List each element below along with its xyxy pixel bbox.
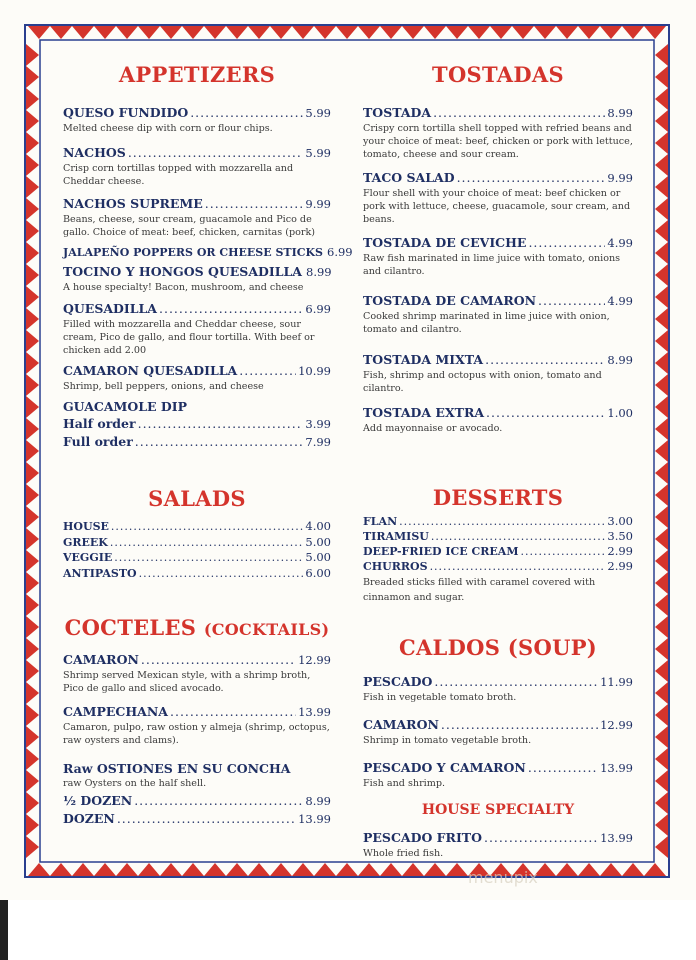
border-triangle-right [655,264,668,286]
item-price: 13.99 [600,831,633,845]
item-name: CAMARON [363,717,439,732]
border-triangle-right [655,506,668,528]
dessert-item [363,529,633,544]
border-triangle-left [26,286,39,308]
salad-item [63,566,331,582]
item-price: 11.99 [600,675,633,689]
border-triangle-top [622,26,644,39]
menu-item [363,235,633,278]
border-triangle-bottom [600,863,622,876]
border-triangle-top [380,26,402,39]
border-triangle-right [655,660,668,682]
item-desc: Beans, cheese, sour cream, guacamole and Pico de gallo. Choice of meat: beef, chicken, carnitas (pork) [63,214,316,238]
appetizers-title: APPETIZERS [118,62,276,87]
border-triangle-left [26,572,39,594]
border-triangle-bottom [402,863,424,876]
item-name: ANTIPASTO [63,566,137,580]
border-triangle-bottom [204,863,226,876]
border-triangle-top [248,26,270,39]
border-triangle-top [578,26,600,39]
border-triangle-left [26,110,39,132]
border-triangle-left [26,506,39,528]
item-price: 10.99 [298,364,331,378]
watermark: menupix [468,868,538,887]
border-triangle-left [26,44,39,66]
item-price: 2.99 [607,559,633,573]
dozen-price: 13.99 [298,812,331,826]
border-triangle-right [655,374,668,396]
border-triangle-right [655,66,668,88]
border-triangle-left [26,528,39,550]
border-triangle-left [26,418,39,440]
menu-item [363,405,633,435]
item-desc: Crisp corn tortillas topped with mozzarella and Cheddar cheese. [63,163,294,187]
border-triangle-left [26,132,39,154]
border-triangle-right [655,176,668,198]
border-triangle-top [512,26,534,39]
border-triangle-left [26,330,39,352]
item-price: 4.00 [305,519,331,533]
item-name: TIRAMISU [363,530,429,543]
border-triangle-top [600,26,622,39]
item-price: 5.00 [305,534,331,549]
menu-item [363,830,633,860]
dessert-item [363,544,633,559]
menu-item [63,652,331,695]
menu-item [63,196,331,239]
house-specialty-title: HOUSE SPECIALTY [421,802,575,818]
border-triangle-bottom [358,863,380,876]
item-name: NACHOS [63,145,126,160]
border-triangle-top [358,26,380,39]
border-triangle-right [655,748,668,770]
item-name: NACHOS SUPREME [63,196,203,211]
border-triangle-bottom [94,863,116,876]
full-order-price: 7.99 [305,435,331,449]
border-triangle-bottom [160,863,182,876]
border-triangle-top [270,26,292,39]
item-name: PESCADO FRITO [363,830,482,845]
item-desc: Shrimp in tomato vegetable broth. [363,735,532,746]
border-triangle-right [655,550,668,572]
border-triangle-right [655,616,668,638]
tostadas-title: TOSTADAS [432,62,564,87]
left-column [63,50,353,827]
item-desc: Flour shell with your choice of meat: beef chicken or pork with lettuce, cheese, guacamole, sour cream, and beans. [363,188,631,225]
border-triangle-right [655,770,668,792]
menu-item [63,301,331,357]
menu-item [363,717,633,747]
border-triangle-left [26,396,39,418]
item-desc: Crispy corn tortilla shell topped with refried beans and your choice of meat: beef, chicken or pork with lettuce, tomato, cheese and sour cream. [363,123,633,160]
border-triangle-top [72,26,94,39]
menu-item [363,674,633,704]
item-desc: Camaron, pulpo, raw ostion y almeja (shrimp, octopus, raw oysters and clams). [63,722,330,746]
item-desc: Shrimp, bell peppers, onions, and cheese [63,381,264,392]
border-triangle-right [655,286,668,308]
border-triangle-top [468,26,490,39]
menu-item [363,293,633,336]
item-name: FLAN [363,515,398,528]
border-triangle-left [26,484,39,506]
item-name: TACO SALAD [363,170,455,185]
border-triangle-top [424,26,446,39]
border-triangle-right [655,638,668,660]
full-order-label: Full order [63,434,133,449]
item-desc: Raw fish marinated in lime juice with tomato, onions and cilantro. [363,253,621,277]
border-triangle-left [26,748,39,770]
border-triangle-left [26,176,39,198]
border-triangle-right [655,682,668,704]
border-triangle-right [655,594,668,616]
border-triangle-bottom [556,863,578,876]
border-triangle-top [314,26,336,39]
border-triangle-left [26,308,39,330]
border-triangle-left [26,616,39,638]
border-triangle-bottom [226,863,248,876]
item-price: 4.99 [607,236,633,250]
border-triangle-bottom [50,863,72,876]
item-price: 8.99 [306,265,332,279]
half-dozen-price: 8.99 [305,794,331,808]
item-name: QUESO FUNDIDO [63,105,189,120]
item-desc: Melted cheese dip with corn or flour chips. [63,123,273,134]
cocteles-subtitle: (COCKTAILS) [203,620,330,639]
border-triangle-right [655,484,668,506]
border-triangle-top [28,26,50,39]
item-price: 5.99 [305,146,331,160]
item-price: 8.99 [607,353,633,367]
border-triangle-right [655,418,668,440]
item-desc: Fish in vegetable tomato broth. [363,692,517,703]
border-triangle-top [644,26,666,39]
item-price: 9.99 [305,197,331,211]
border-triangle-left [26,66,39,88]
border-triangle-top [490,26,512,39]
half-order-label: Half order [63,416,136,431]
border-triangle-left [26,374,39,396]
item-price: 6.99 [305,302,331,316]
item-name: JALAPEÑO POPPERS OR CHEESE STICKS [63,246,323,259]
border-triangle-bottom [578,863,600,876]
menu-item [63,363,331,393]
border-triangle-right [655,726,668,748]
item-price: 5.99 [305,106,331,120]
item-desc: Add mayonnaise or avocado. [363,423,503,434]
item-price: 9.99 [607,171,633,185]
border-triangle-left [26,220,39,242]
item-name: TOSTADA DE CAMARON [363,293,537,308]
item-desc: Breaded sticks filled with caramel covered with cinnamon and sugar. [363,577,596,603]
border-triangle-bottom [446,863,468,876]
item-price: 13.99 [600,761,633,775]
border-triangle-left [26,88,39,110]
item-price: 12.99 [600,718,633,732]
border-triangle-bottom [336,863,358,876]
item-name: TOSTADA [363,105,432,120]
border-triangle-left [26,154,39,176]
menu-item [363,760,633,790]
border-triangle-bottom [116,863,138,876]
item-desc: Fish, shrimp and octopus with onion, tomato and cilantro. [363,370,602,394]
border-triangle-left [26,704,39,726]
right-column [363,50,633,860]
border-triangle-bottom [72,863,94,876]
item-desc: A house specialty! Bacon, mushroom, and cheese [63,282,304,293]
border-triangle-top [160,26,182,39]
menu-item [63,245,353,260]
salad-item [63,535,331,551]
item-price: 12.99 [298,653,331,667]
border-triangle-left [26,264,39,286]
border-triangle-right [655,44,668,66]
dessert-item [363,559,633,574]
item-desc: Filled with mozzarella and Cheddar cheese, sour cream, Pico de gallo, and flour tortilla. With beef or chicken add 2.00 [63,319,315,356]
salad-item [63,519,331,535]
border-triangle-left [26,550,39,572]
border-triangle-top [182,26,204,39]
salads-title: SALADS [148,486,246,511]
item-name: HOUSE [63,520,109,533]
border-triangle-right [655,792,668,814]
menu-item [63,145,331,188]
item-desc: Fish and shrimp. [363,778,446,789]
border-triangle-left [26,726,39,748]
item-price: 6.99 [327,245,353,259]
half-order-price: 3.99 [305,417,331,431]
item-price: 6.00 [305,565,331,580]
border-triangle-right [655,308,668,330]
item-name: TOSTADA DE CEVICHE [363,235,527,250]
border-triangle-left [26,638,39,660]
item-price: 13.99 [298,705,331,719]
item-name: CAMPECHANA [63,704,168,719]
item-price: 4.99 [607,294,633,308]
item-name: CAMARON [63,652,139,667]
border-triangle-left [26,198,39,220]
border-triangle-bottom [644,863,666,876]
item-desc: Shrimp served Mexican style, with a shrimp broth, Pico de gallo and sliced avocado. [63,670,311,694]
border-triangle-bottom [248,863,270,876]
border-triangle-right [655,440,668,462]
border-triangle-right [655,352,668,374]
item-name: Raw OSTIONES EN SU CONCHA [63,761,291,776]
item-desc: raw Oysters on the half shell. [63,778,207,789]
salad-item [63,550,331,566]
border-triangle-left [26,792,39,814]
item-name: TOSTADA MIXTA [363,352,484,367]
border-triangle-right [655,396,668,418]
border-triangle-bottom [622,863,644,876]
menu-item [363,105,633,161]
ostiones [63,761,331,827]
border-triangle-left [26,814,39,836]
border-triangle-top [446,26,468,39]
item-name: PESCADO Y CAMARON [363,760,526,775]
border-triangle-top [292,26,314,39]
border-triangle-top [226,26,248,39]
border-triangle-right [655,528,668,550]
border-triangle-left [26,352,39,374]
border-triangle-top [50,26,72,39]
dessert-item [363,514,633,529]
border-triangle-top [402,26,424,39]
item-desc: Cooked shrimp marinated in lime juice with onion, tomato and cilantro. [363,311,610,335]
border-triangle-top [556,26,578,39]
border-triangle-top [336,26,358,39]
item-price: 3.50 [607,529,633,543]
border-triangle-left [26,440,39,462]
item-desc: Whole fried fish. [363,848,444,859]
scan-bottom-margin [0,900,696,960]
border-triangle-bottom [28,863,50,876]
dozen-label: DOZEN [63,811,115,826]
border-triangle-right [655,110,668,132]
desserts-title: DESSERTS [432,485,564,510]
half-dozen-label: ½ DOZEN [63,793,133,808]
item-name: CAMARON QUESADILLA [63,363,238,378]
item-name: QUESADILLA [63,301,158,316]
border-triangle-left [26,682,39,704]
menu-item [63,704,331,747]
border-triangle-right [655,242,668,264]
menu-item [363,170,633,226]
border-triangle-right [655,198,668,220]
item-price: 2.99 [607,544,633,558]
border-triangle-bottom [138,863,160,876]
border-triangle-bottom [292,863,314,876]
cocteles-title [63,615,331,640]
border-triangle-left [26,242,39,264]
border-triangle-right [655,88,668,110]
border-triangle-bottom [424,863,446,876]
border-triangle-right [655,220,668,242]
item-name: VEGGIE [63,551,113,564]
border-triangle-right [655,154,668,176]
border-triangle-left [26,836,39,858]
border-triangle-right [655,704,668,726]
item-name: GREEK [63,535,108,549]
border-triangle-bottom [270,863,292,876]
item-price: 3.00 [607,514,633,528]
border-triangle-top [94,26,116,39]
border-triangle-left [26,462,39,484]
border-triangle-bottom [182,863,204,876]
border-triangle-right [655,814,668,836]
item-name: GUACAMOLE DIP [63,399,188,414]
border-triangle-right [655,462,668,484]
border-triangle-left [26,594,39,616]
border-triangle-right [655,572,668,594]
menu-item [363,352,633,395]
border-triangle-right [655,836,668,858]
item-price: 1.00 [607,406,633,420]
scan-edge [0,900,8,960]
item-price: 8.99 [607,106,633,120]
item-price: 5.00 [305,550,331,564]
border-triangle-left [26,660,39,682]
menu-item [63,264,331,294]
item-name: CHURROS [363,560,428,573]
border-triangle-bottom [380,863,402,876]
border-triangle-top [138,26,160,39]
caldos-title: CALDOS (SOUP) [398,635,598,660]
item-name: TOCINO Y HONGOS QUESADILLA [63,264,303,279]
border-triangle-top [116,26,138,39]
guacamole-dip [63,399,331,450]
border-triangle-top [534,26,556,39]
item-name: DEEP-FRIED ICE CREAM [363,545,519,558]
border-triangle-right [655,132,668,154]
item-name: PESCADO [363,674,433,689]
border-triangle-top [204,26,226,39]
border-triangle-right [655,330,668,352]
menu-item [63,105,331,135]
item-name: TOSTADA EXTRA [363,405,485,420]
cocteles-title-text: COCTELES [64,615,197,640]
border-triangle-left [26,770,39,792]
border-triangle-bottom [314,863,336,876]
